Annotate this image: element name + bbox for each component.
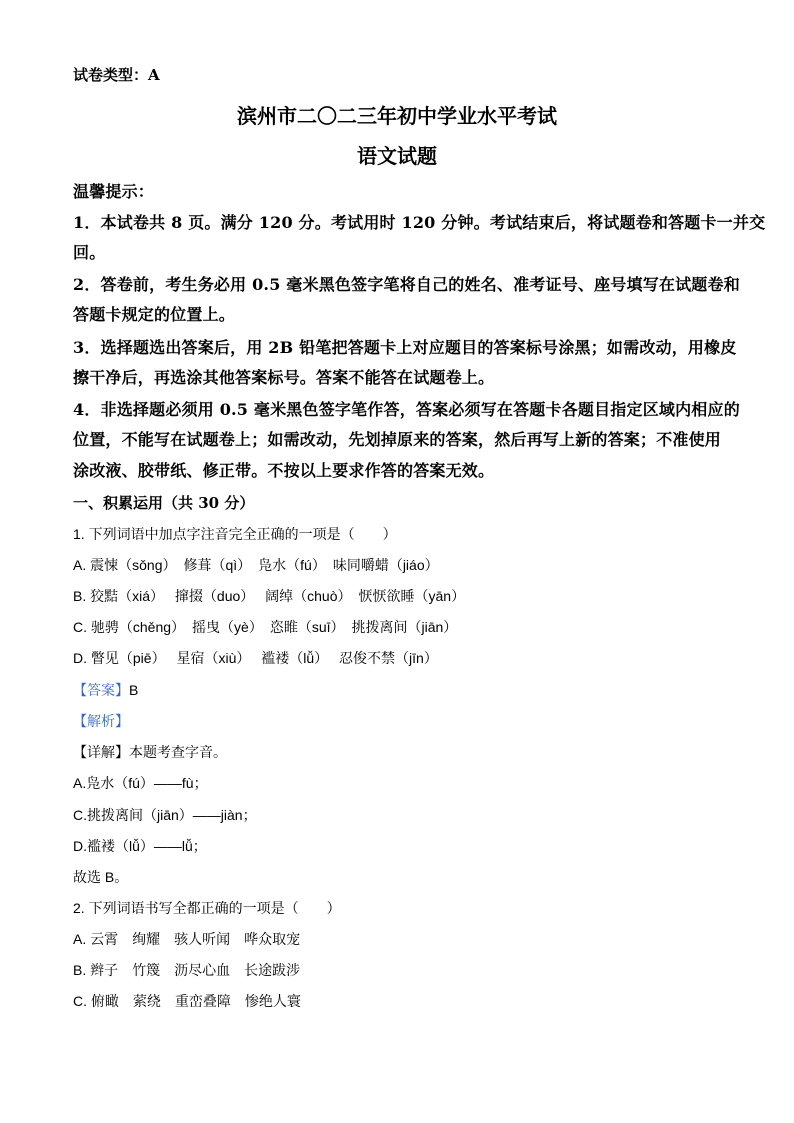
question-1-option-c: C. 驰骋（chěnɡ） 摇曳（yè） 恣睢（suī） 挑拨离间（jiān）: [73, 619, 458, 635]
question-2-stem: 2. 下列词语书写全都正确的一项是（ ）: [73, 900, 341, 916]
detail-conclusion: 故选 B。: [73, 869, 129, 885]
question-1-option-a: A. 震悚（sǒnɡ） 修葺（qì） 凫水（fú） 味同嚼蜡（jiáo）: [73, 557, 439, 573]
question-2-option-a: A. 云霄 绚耀 骇人听闻 哗众取宠: [73, 931, 301, 947]
analysis-tag: 解析: [87, 713, 115, 729]
paper-type: 试卷类型：A: [73, 66, 160, 84]
detail-text: 本题考查字音。: [129, 744, 227, 760]
detail-fix-d: D.褴褛（lǚ）——lǚ；: [73, 838, 207, 854]
answer-line: [73, 683, 138, 697]
question-1-option-d: D. 瞥见（piē） 星宿（xiù） 褴褛（lǚ） 忍俊不禁（jīn）: [73, 650, 438, 666]
notice-line-4c: 涂改液、胶带纸、修正带。不按以上要求作答的答案无效。: [73, 461, 495, 480]
notice-line-3a: 3．选择题选出答案后，用 2B 铅笔把答题卡上对应题目的答案标号涂黑；如需改动，用橡皮: [73, 338, 737, 357]
detail-line: [73, 745, 227, 759]
notice-line-1b: 回。: [73, 243, 106, 262]
analysis-line: [73, 714, 129, 728]
question-1-option-b: B. 狡黠（xiá） 撺掇（duo） 阔绰（chuò） 恹恹欲睡（yān）: [73, 588, 466, 604]
answer-tag: 答案: [87, 682, 115, 698]
exam-title: 滨州市二〇二三年初中学业水平考试: [237, 104, 557, 128]
answer-bracket-open: 【: [73, 682, 87, 698]
section-heading: 一、积累运用（共 30 分）: [73, 494, 255, 512]
detail-tag: 【详解】: [73, 744, 129, 760]
notice-line-4b: 位置，不能写在试题卷上；如需改动，先划掉原来的答案，然后再写上新的答案；不准使用: [73, 430, 722, 449]
notice-line-4a: 4．非选择题必须用 0.5 毫米黑色签字笔作答，答案必须写在答题卡各题目指定区域内相应的: [73, 400, 740, 419]
question-2-option-b: B. 辫子 竹篾 沥尽心血 长途跋涉: [73, 962, 301, 978]
question-2-option-c: C. 俯瞰 萦绕 重峦叠障 惨绝人寰: [73, 993, 301, 1009]
answer-value: B: [129, 682, 139, 698]
notice-line-2a: 2．答卷前，考生务必用 0.5 毫米黑色签字笔将自己的姓名、准考证号、座号填写在试题卷和: [73, 275, 740, 294]
detail-fix-a: A.凫水（fú）——fù；: [73, 775, 208, 791]
notice-line-1a: 1．本试卷共 8 页。满分 120 分。考试用时 120 分钟。考试结束后，将试题卷和答题卡一并交: [73, 213, 766, 232]
analysis-bracket-close: 】: [115, 713, 129, 729]
question-1-stem: 1. 下列词语中加点字注音完全正确的一项是（ ）: [73, 526, 397, 542]
notice-heading: 温馨提示：: [73, 182, 155, 201]
detail-fix-c: C.挑拨离间（jiān）——jiàn；: [73, 807, 257, 823]
notice-line-2b: 答题卡规定的位置上。: [73, 305, 236, 324]
exam-subtitle: 语文试题: [357, 144, 437, 168]
answer-bracket-close: 】: [115, 682, 129, 698]
notice-line-3b: 擦干净后，再选涂其他答案标号。答案不能答在试题卷上。: [73, 368, 495, 387]
analysis-bracket-open: 【: [73, 713, 87, 729]
